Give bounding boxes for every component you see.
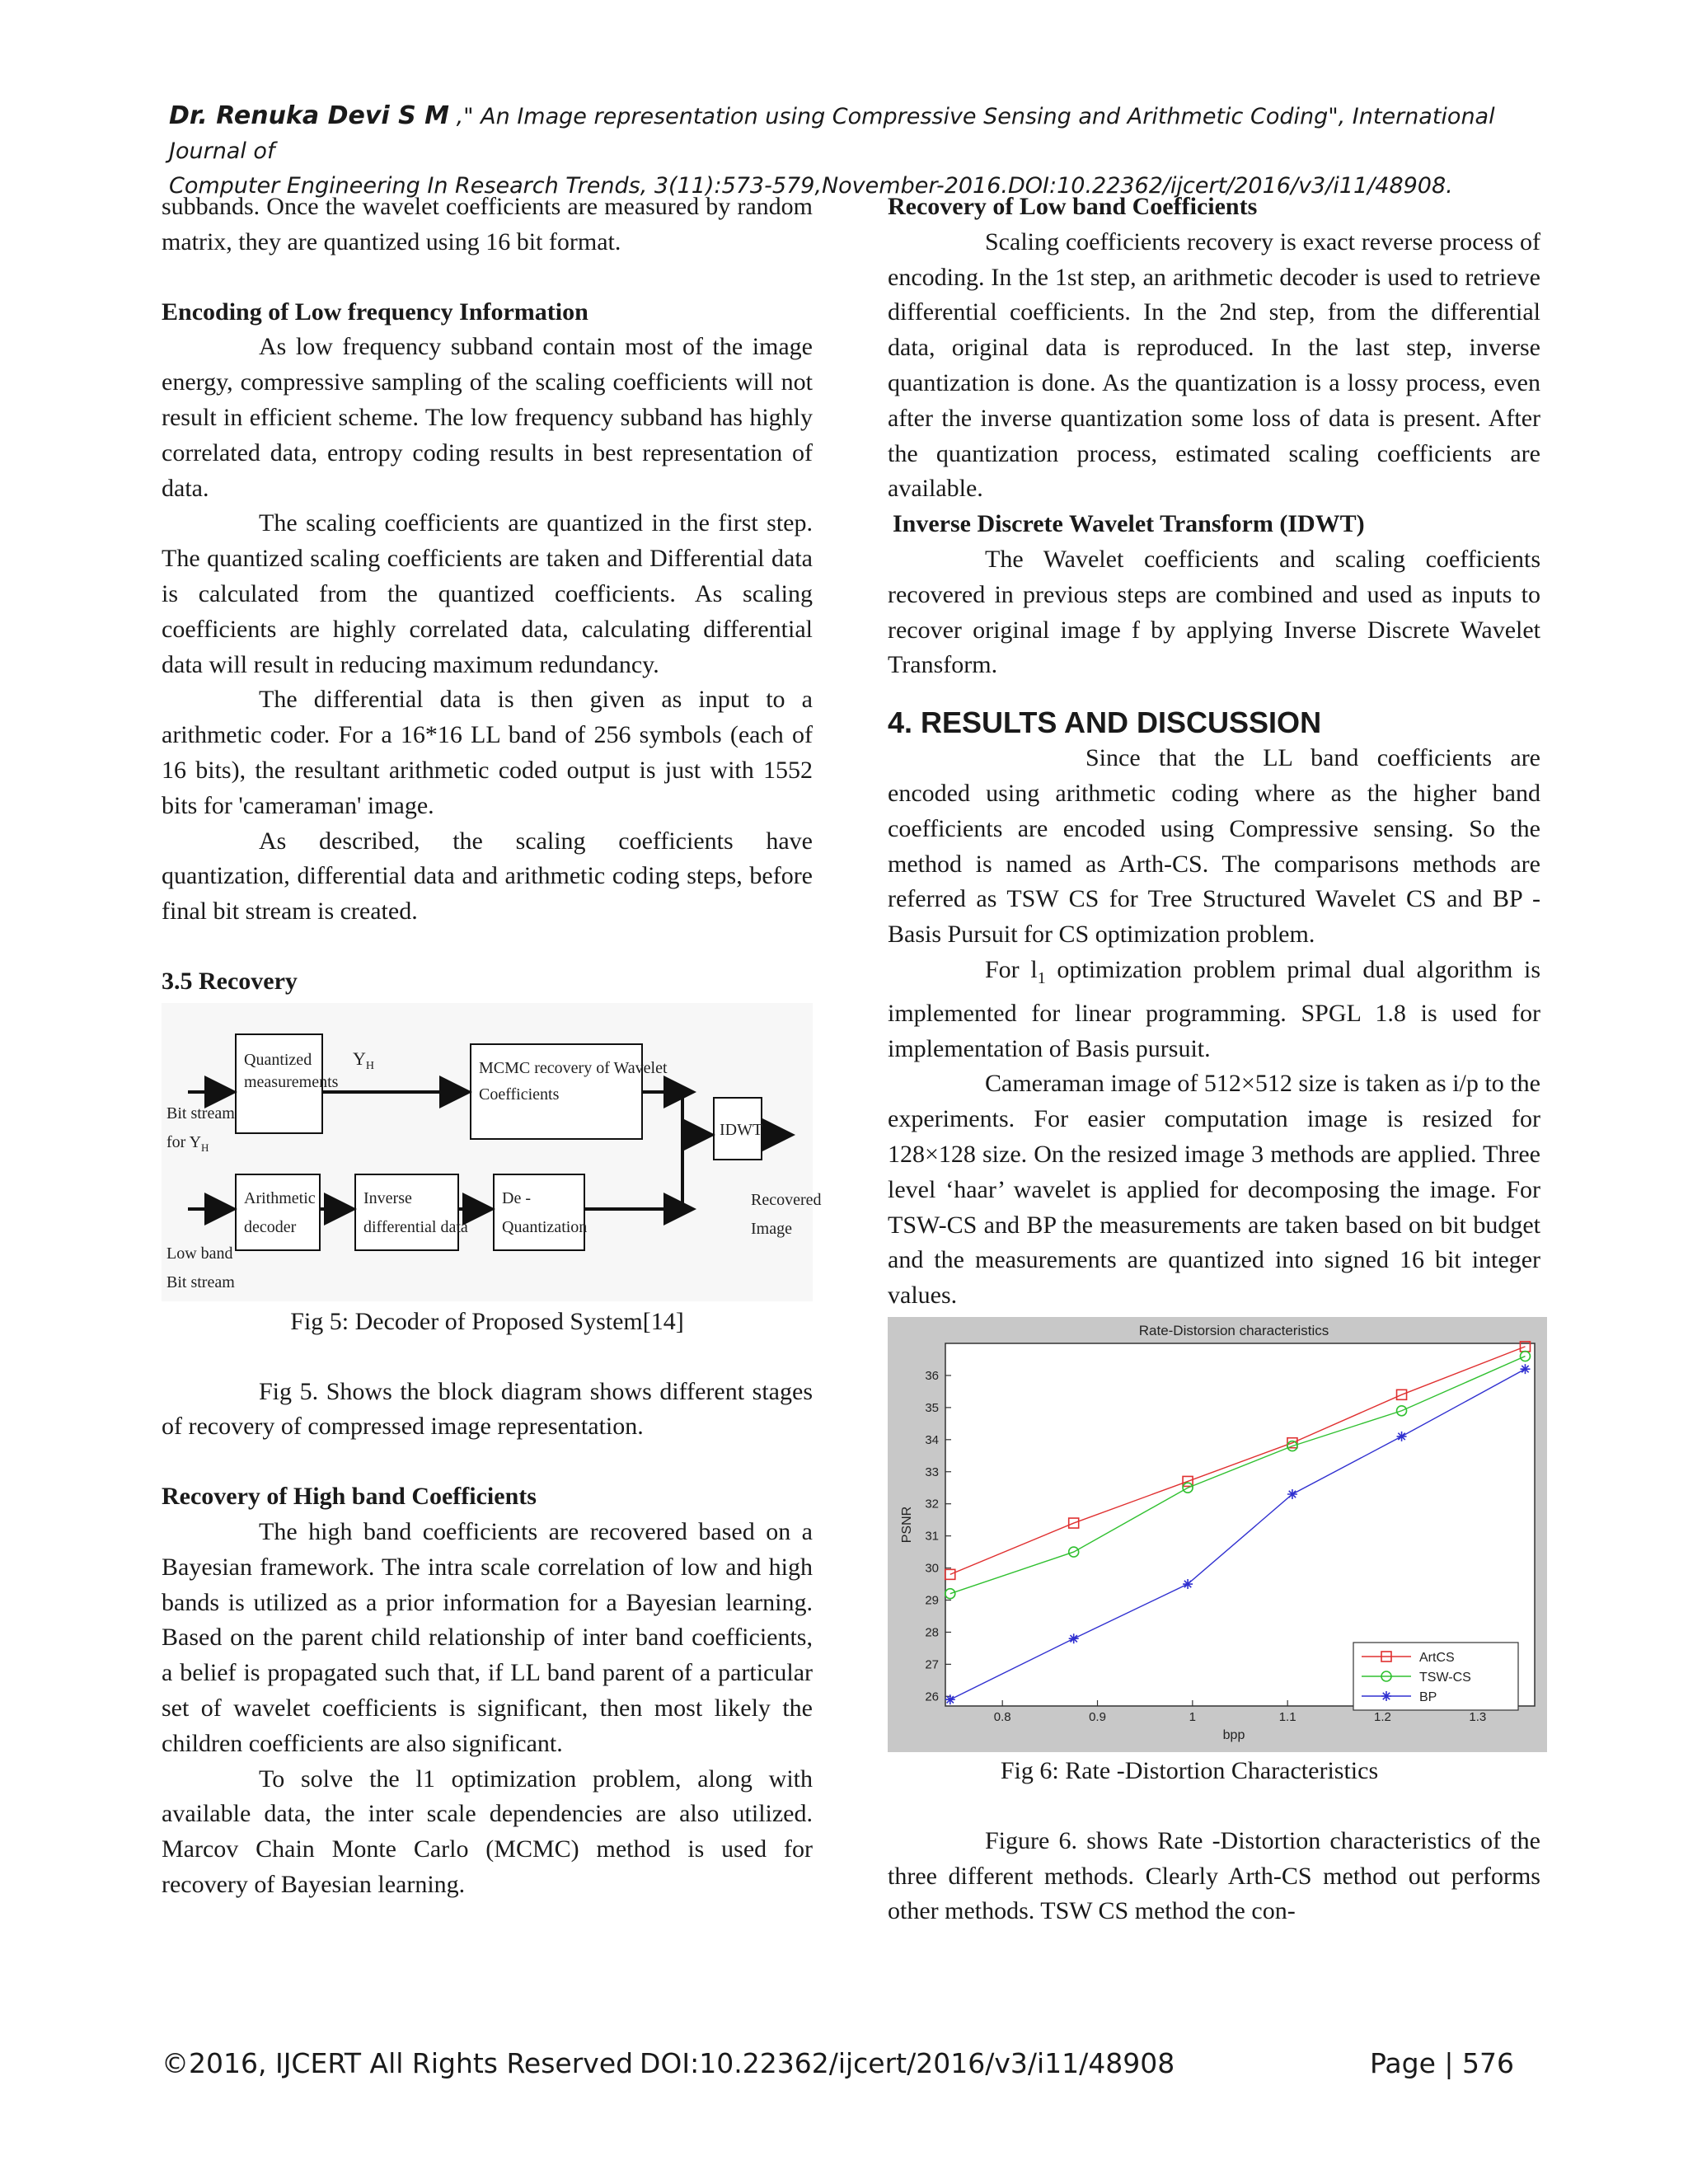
diagram-label: Coefficients bbox=[479, 1085, 560, 1104]
legend-label: TSW-CS bbox=[1419, 1670, 1471, 1685]
diagram-label: Image bbox=[751, 1219, 792, 1238]
diagram-label: IDWT bbox=[720, 1120, 763, 1139]
y-tick-label: 34 bbox=[925, 1432, 939, 1447]
footer-copyright: ©2016, IJCERT All Rights Reserved bbox=[162, 2047, 634, 2079]
inverse-differential-box bbox=[355, 1174, 458, 1250]
diagram-label: Bit stream bbox=[166, 1272, 235, 1291]
running-header bbox=[169, 99, 1521, 204]
diagram-label-for-yh: for $Y_H$ bbox=[166, 1132, 209, 1154]
subheading-recovery: 3.5 Recovery bbox=[162, 967, 298, 995]
diagram-label: Low band bbox=[166, 1244, 233, 1263]
footer-doi: DOI:10.22362/ijcert/2016/v3/i11/48908 bbox=[640, 2047, 1175, 2079]
arithmetic-decoder-box bbox=[236, 1174, 320, 1250]
diagram-label: differential data bbox=[363, 1217, 468, 1236]
subheading-encoding: Encoding of Low frequency Information bbox=[162, 298, 588, 326]
paragraph: As described, the scaling coefficients have quantization, differential data and arithmetic coding steps, before final bit stream is created. bbox=[162, 827, 813, 926]
diagram-label: Quantization bbox=[502, 1217, 588, 1236]
paragraph: Cameraman image of 512×512 size is taken as i/p to the experiments. For easier computation image is resized for 128×128 size. On the resized image 3 methods are applied. Three level ‘haar’ wavelet is applied for decomposing the image. For TSW-CS and BP the measurements are taken based on bit budget and the measurements are quantized into signed 16 bit integer values. bbox=[888, 1070, 1540, 1310]
header-author: Dr. Renuka Devi S M bbox=[169, 101, 450, 130]
paragraph: subbands. Once the wavelet coefficients are measured by random matrix, they are quantized using 16 bit format. bbox=[162, 193, 813, 255]
dequantization-box bbox=[494, 1174, 584, 1250]
paragraph: Fig 5. Shows the block diagram shows different stages of recovery of compressed image representation. bbox=[162, 1377, 813, 1441]
paragraph: The scaling coefficients are quantized in the first step. The quantized scaling coefficients are taken and Differential data is calculated from the quantized coefficients. As scaling coefficients are highly correlated data, calculating differential data will result in reducing maximum redundancy. bbox=[162, 509, 813, 678]
subheading-low-band: Recovery of Low band Coefficients bbox=[888, 193, 1258, 220]
paragraph: As low frequency subband contain most of the image energy, compressive sampling of the scaling coefficients will not result in efficient scheme. The low frequency subband has highly correlated data, entropy coding results in best representation of data. bbox=[162, 333, 813, 502]
decoder-diagram bbox=[162, 1003, 822, 1301]
y-tick-label: 28 bbox=[925, 1625, 939, 1640]
paragraph: The Wavelet coefficients and scaling coefficients recovered in previous steps are combined and used as inputs to recover original image f by applying Inverse Discrete Wavelet Transform. bbox=[888, 545, 1540, 679]
header-citation-line2: Computer Engineering In Research Trends, 3(11):573-579,November-2016.DOI:10.22362/ijcert/2016/v3/i11/48908. bbox=[169, 173, 1453, 199]
diagram-label: Bit stream bbox=[166, 1104, 235, 1122]
x-tick-label: 1.2 bbox=[1374, 1709, 1391, 1724]
diagram-label: measurements bbox=[244, 1072, 339, 1091]
chart-xlabel: bpp bbox=[1222, 1727, 1245, 1742]
right-column bbox=[888, 190, 1540, 1929]
y-tick-label: 26 bbox=[925, 1690, 939, 1704]
decoder-block-diagram bbox=[162, 1003, 822, 1301]
x-tick-label: 1.1 bbox=[1278, 1709, 1296, 1724]
header-citation-line1: ," An Image representation using Compressive Sensing and Arithmetic Coding", International Journal of bbox=[169, 104, 1495, 164]
data-point-bp bbox=[945, 1694, 955, 1704]
diagram-label: Recovered bbox=[751, 1190, 822, 1209]
y-tick-label: 33 bbox=[925, 1465, 939, 1479]
diagram-label-yh: $Y_H$ bbox=[353, 1047, 375, 1072]
rate-distortion-chart bbox=[888, 1317, 1547, 1752]
chart-title: Rate-Distorsion characteristics bbox=[1138, 1322, 1329, 1338]
paragraph: The differential data is then given as input to a arithmetic coder. For a 16*16 LL band of 256 symbols (each of 16 bits), the resultant arithmetic coded output is just with 1552 bits for 'cameraman' image. bbox=[162, 686, 813, 819]
paragraph: The high band coefficients are recovered based on a Bayesian framework. The intra scale correlation of low and high bands is utilized as a prior information for a Bayesian learning. Based on the parent child relationship of inter band coefficients, a belief is propagated such that, if LL band parent of a particular set of wavelet coefficients is significant, then most likely the children coefficients are also significant. bbox=[162, 1517, 813, 1757]
paragraph: Scaling coefficients recovery is exact reverse process of encoding. In the 1st step, an arithmetic decoder is used to retrieve differential coefficients. In the 2nd step, from the differential data, original data is reproduced. In the last step, inverse quantization is done. As the quantization is a lossy process, even after the inverse quantization some loss of data is present. After the quantization process, estimated scaling coefficients are available. bbox=[888, 227, 1540, 503]
section-heading-results: 4. RESULTS AND DISCUSSION bbox=[888, 705, 1322, 740]
subheading-idwt: Inverse Discrete Wavelet Transform (IDWT) bbox=[893, 510, 1365, 538]
data-point-bp bbox=[1183, 1579, 1193, 1589]
paragraph: Since that the LL band coefficients are encoded using arithmetic coding where as the higher band coefficients are encoded using Compressive sensing. So the method is named as Arth-CS. The comparisons methods are referred as TSW CS for Tree Structured Wavelet CS and BP - Basis Pursuit for CS optimization problem. bbox=[888, 744, 1540, 949]
y-tick-label: 31 bbox=[925, 1529, 939, 1544]
x-tick-label: 0.9 bbox=[1089, 1709, 1106, 1724]
x-tick-label: 1.3 bbox=[1469, 1709, 1487, 1724]
legend-label: ArtCS bbox=[1419, 1650, 1455, 1665]
diagram-label: MCMC recovery of Wavelet bbox=[479, 1058, 668, 1077]
legend-marker bbox=[1381, 1691, 1391, 1701]
data-point-bp bbox=[1397, 1432, 1407, 1441]
paragraph: To solve the l1 optimization problem, along with available data, the inter scale dependencies are also utilized. Marcov Chain Monte Carlo (MCMC) method is used for recovery of Bayesian learning. bbox=[162, 1765, 813, 1898]
figure-6-caption: Fig 6: Rate -Distortion Characteristics bbox=[1000, 1756, 1379, 1784]
diagram-label: decoder bbox=[244, 1217, 297, 1236]
diagram-label: De - bbox=[502, 1188, 531, 1207]
subheading-high-band: Recovery of High band Coefficients bbox=[162, 1483, 537, 1511]
footer-page-number: Page | 576 bbox=[1370, 2047, 1514, 2079]
y-tick-label: 32 bbox=[925, 1497, 939, 1511]
x-tick-label: 1 bbox=[1189, 1709, 1197, 1724]
paragraph: Figure 6. shows Rate -Distortion characteristics of the three different methods. Clearly Arth-CS method out performs other methods. TSW CS method the con- bbox=[888, 1826, 1540, 1925]
diagram-label: Quantized bbox=[244, 1050, 312, 1069]
paragraph-l1: For $l_1$ optimization problem primal dual algorithm is implemented for linear programming. SPGL 1.8 is used for implementation of Basis pursuit. bbox=[888, 955, 1541, 1062]
figure-5-caption: Fig 5: Decoder of Proposed System[14] bbox=[290, 1307, 684, 1335]
chart-ylabel: PSNR bbox=[900, 1506, 914, 1544]
diagram-label: Arithmetic bbox=[244, 1188, 316, 1207]
rate-distortion-svg bbox=[888, 1317, 1547, 1752]
left-column bbox=[162, 190, 822, 1903]
data-point-bp bbox=[1069, 1633, 1079, 1643]
y-tick-label: 35 bbox=[925, 1400, 939, 1415]
y-tick-label: 36 bbox=[925, 1368, 939, 1383]
diagram-label: Inverse bbox=[363, 1188, 412, 1207]
y-tick-label: 27 bbox=[925, 1657, 939, 1672]
x-tick-label: 0.8 bbox=[993, 1709, 1011, 1724]
y-tick-label: 29 bbox=[925, 1593, 939, 1608]
y-tick-label: 30 bbox=[925, 1561, 939, 1576]
legend-label: BP bbox=[1419, 1690, 1437, 1704]
